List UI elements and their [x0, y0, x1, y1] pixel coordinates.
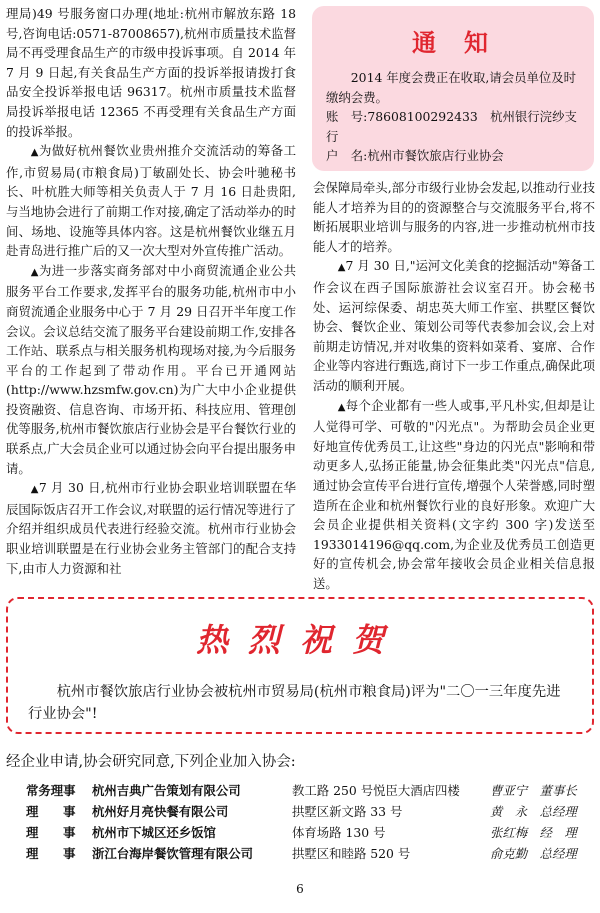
member-address: 体育场路 130 号	[292, 824, 386, 840]
article-paragraph: ▲每个企业都有一些人或事,平凡朴实,但却是让人觉得可学、可敬的"闪光点"。为帮助会员企业更好地宣传优秀员工,让这些"身边的闪光点"影响和带动更多人,弘扬正能量,协会征集此类"闪光点"信息,通过协会宣传平台进行宣传,增强个人荣誉感,同时塑造所在企业和杭州餐饮行业的良好形象。欢迎广大会员企业提供相关资料(文字约 300 字)发送至 1933014196@qq.com,为企业及优秀员工创造更好的宣传机会,协会常年接收会员企业相关信息报送。	[313, 397, 595, 591]
notice-box	[312, 6, 594, 171]
celebration-body: 杭州市餐饮旅店行业协会被杭州市贸易局(杭州市粮食局)评为"二〇一三年度先进行业协会"!	[28, 684, 561, 722]
table-row	[26, 842, 586, 863]
right-column	[313, 178, 595, 593]
article-paragraph: ▲为进一步落实商务部对中小商贸流通企业公共服务平台工作要求,发挥平台的服务功能,杭州市中小商贸流通企业服务中心于 7 月 29 日召开半年度工作会议。会议总结交流了服务平台建设前期工作,安排各工作站、联系点与相关服务机构现场对接,为今后服务平台的工作起到了带动作用。平台已开通网站(http://www.hzsmfw.gov.cn)为广大中小企业提供投资融资、信息咨询、市场开拓、科技应用、管理创优等服务,杭州市餐饮旅店行业协会是平台餐饮行业的联系点,广大会员企业可以通过协会向平台提出服务申请。	[6, 262, 296, 476]
member-contact: 曹亚宁 董事长	[490, 782, 577, 798]
member-company: 杭州好月亮快餐有限公司	[92, 803, 229, 819]
article-paragraph: 理局)49 号服务窗口办理(地址:杭州市解放东路 18 号,咨询电话:0571-87008657),杭州市质量技术监督局不再受理食品生产的市级申投诉事项。自 2014 年 7 月 9 日起,有关食品生产方面的投诉举报请拨打食品安全投诉举报电话 96317。杭州市质量技术监督局投诉举报电话 12365 不再受理有关食品生产方面的投诉举报。	[6, 6, 296, 139]
member-intro: 经企业申请,协会研究同意,下列企业加入协会:	[6, 754, 296, 770]
article-paragraph: ▲7 月 30 日,杭州市行业协会职业培训联盟在华辰国际饭店召开工作会议,对联盟的运行情况等进行了介绍并组织成员代表进行经验交流。杭州市行业协会职业培训联盟是在行业协会业务主管部门的配合支持下,由市人力资源和社	[6, 480, 296, 576]
article-paragraph: ▲7 月 30 日,"运河文化美食的挖掘活动"筹备工作会议在西子国际旅游社会议室召开。协会秘书处、运河综保委、胡忠英大师工作室、拱墅区餐饮协会、餐饮企业、策划公司等代表参加会议,会上对前期走访情况,并对收集的资料如菜肴、宴席、合作企业等内容进行甄选,商讨下一步工作重点,确保此项活动的顺利开展。	[313, 258, 595, 393]
triangle-marker-icon: ▲	[30, 266, 39, 278]
notice-body: 2014 年度会费正在收取,请会员单位及时缴纳会费。	[326, 70, 577, 105]
member-role: 理 事	[26, 803, 76, 819]
triangle-marker-icon: ▲	[337, 401, 346, 413]
celebration-title: 热烈祝贺	[195, 621, 404, 659]
triangle-marker-icon: ▲	[30, 484, 39, 496]
table-row	[26, 821, 586, 842]
celebration-box	[6, 597, 594, 734]
page-number: 6	[296, 882, 304, 896]
member-address: 教工路 250 号悦臣大酒店四楼	[292, 782, 460, 798]
member-address: 拱墅区新文路 33 号	[292, 803, 403, 819]
member-role: 理 事	[26, 824, 76, 840]
notice-holder: 户 名:杭州市餐饮旅店行业协会	[326, 148, 504, 164]
triangle-marker-icon: ▲	[337, 262, 346, 274]
member-address: 拱墅区和睦路 520 号	[292, 845, 411, 861]
member-company: 杭州市下城区还乡饭馆	[92, 824, 216, 840]
notice-title: 通知	[412, 29, 516, 57]
member-company: 杭州吉典广告策划有限公司	[92, 782, 241, 798]
left-column	[6, 4, 296, 578]
member-role: 常务理事	[26, 782, 76, 798]
member-company: 浙江台海岸餐饮管理有限公司	[92, 845, 254, 861]
member-contact: 黄 永 总经理	[490, 803, 577, 819]
article-paragraph: ▲为做好杭州餐饮业贵州推介交流活动的筹备工作,市贸易局(市粮食局)丁敏副处长、协会叶驰秘书长、叶杭胜大师等相关负责人于 7 月 16 日赴贵阳,与当地协会进行了前期工作对接,确定了活动举办的时间、场地、设施等具体内容。这是杭州餐饮业继五月赴青岛进行推广后的又一次大型对外宣传推广活动。	[6, 143, 296, 259]
member-contact: 俞克勤 总经理	[490, 845, 577, 861]
table-row	[26, 800, 586, 821]
member-table	[26, 779, 586, 863]
triangle-marker-icon: ▲	[30, 147, 39, 159]
member-contact: 张红梅 经 理	[490, 824, 577, 840]
notice-account: 账 号:78608100292433 杭州银行浣纱支行	[326, 109, 577, 144]
article-paragraph: 会保障局牵头,部分市级行业协会发起,以推动行业技能人才培养为目的的资源整合与交流服务平台,将不断拓展职业培训与服务的内容,进一步推动杭州市技能人才的培养。	[313, 180, 595, 254]
member-role: 理 事	[26, 845, 76, 861]
table-row	[26, 779, 586, 800]
